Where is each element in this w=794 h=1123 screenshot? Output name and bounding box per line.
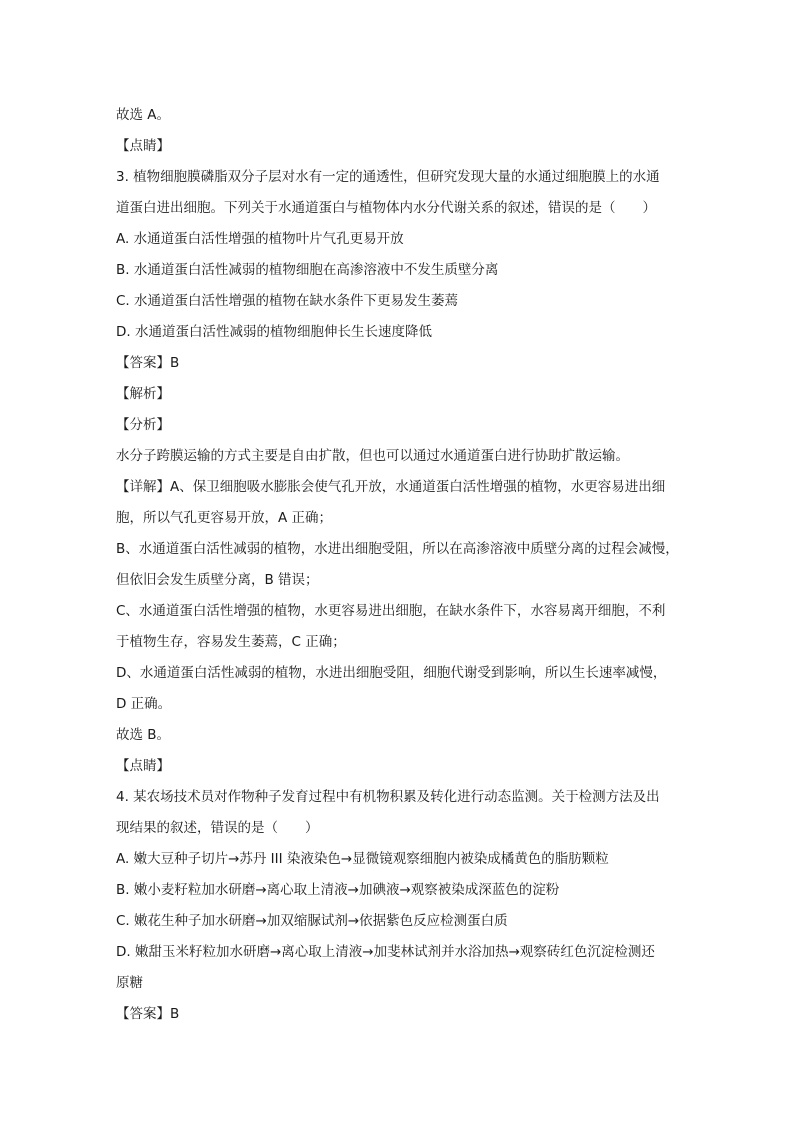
question-3-option-b: B. 水通道蛋白活性减弱的植物细胞在高渗溶液中不发生质壁分离	[116, 262, 499, 278]
question-3-option-a: A. 水通道蛋白活性增强的植物叶片气孔更易开放	[116, 231, 404, 247]
analysis-text-q3: 水分子跨膜运输的方式主要是自由扩散，但也可以通过水通道蛋白进行协助扩散运输。	[116, 448, 629, 464]
question-4-stem-line2: 现结果的叙述，错误的是（ ）	[116, 820, 319, 836]
fenxi-heading-q3: 【分析】	[116, 417, 170, 433]
detail-q3-c-line1: C、水通道蛋白活性增强的植物，水更容易进出细胞，在缺水条件下，水容易离开细胞，不利	[116, 603, 666, 619]
detail-q3-b-line2: 但依旧会发生质壁分离，B 错误；	[116, 572, 319, 588]
detail-q3-a-line2: 胞，所以气孔更容易开放，A 正确；	[116, 510, 333, 526]
answer-q3: 【答案】B	[116, 355, 180, 371]
question-4-stem-line1: 4. 某农场技术员对作物种子发育过程中有机物积累及转化进行动态监测。关于检测方法及出	[116, 789, 660, 805]
question-4-option-c: C. 嫩花生种子加水研磨→加双缩脲试剂→依据紫色反应检测蛋白质	[116, 913, 508, 929]
question-3-stem-line1: 3. 植物细胞膜磷脂双分子层对水有一定的通透性，但研究发现大量的水通过细胞膜上的水通	[116, 169, 660, 185]
question-4-option-d-line1: D. 嫩甜玉米籽粒加水研磨→离心取上清液→加斐林试剂并水浴加热→观察砖红色沉淀检测还	[116, 944, 655, 960]
detail-q3-c-line2: 于植物生存，容易发生萎蔫，C 正确；	[116, 634, 346, 650]
dianjing-heading-q3: 【点睛】	[116, 758, 170, 774]
detail-q3-b-line1: B、水通道蛋白活性减弱的植物，水进出细胞受阻，所以在高渗溶液中质壁分离的过程会减慢，	[116, 541, 679, 557]
conclusion-q3: 故选 B。	[116, 727, 171, 743]
dianjing-heading-q2: 【点睛】	[116, 138, 170, 154]
conclusion-q2: 故选 A。	[116, 107, 171, 123]
question-3-option-c: C. 水通道蛋白活性增强的植物在缺水条件下更易发生萎蔫	[116, 293, 459, 309]
question-3-option-d: D. 水通道蛋白活性减弱的植物细胞伸长生长速度降低	[116, 324, 432, 340]
detail-q3-d-line1: D、水通道蛋白活性减弱的植物，水进出细胞受阻，细胞代谢受到影响，所以生长速率减慢，	[116, 665, 667, 681]
answer-q4: 【答案】B	[116, 1006, 180, 1022]
question-3-stem-line2: 道蛋白进出细胞。下列关于水通道蛋白与植物体内水分代谢关系的叙述，错误的是（ ）	[116, 200, 656, 216]
detail-q3-d-line2: D 正确。	[116, 696, 172, 712]
analysis-heading-q3: 【解析】	[116, 386, 170, 402]
question-4-option-d-line2: 原糖	[116, 975, 143, 991]
question-4-option-b: B. 嫩小麦籽粒加水研磨→离心取上清液→加碘液→观察被染成深蓝色的淀粉	[116, 882, 560, 898]
detail-q3-a-line1: 【详解】A、保卫细胞吸水膨胀会使气孔开放，水通道蛋白活性增强的植物，水更容易进出细	[116, 479, 666, 495]
question-4-option-a: A. 嫩大豆种子切片→苏丹 III 染液染色→显微镜观察细胞内被染成橘黄色的脂肪颗粒	[116, 851, 609, 867]
